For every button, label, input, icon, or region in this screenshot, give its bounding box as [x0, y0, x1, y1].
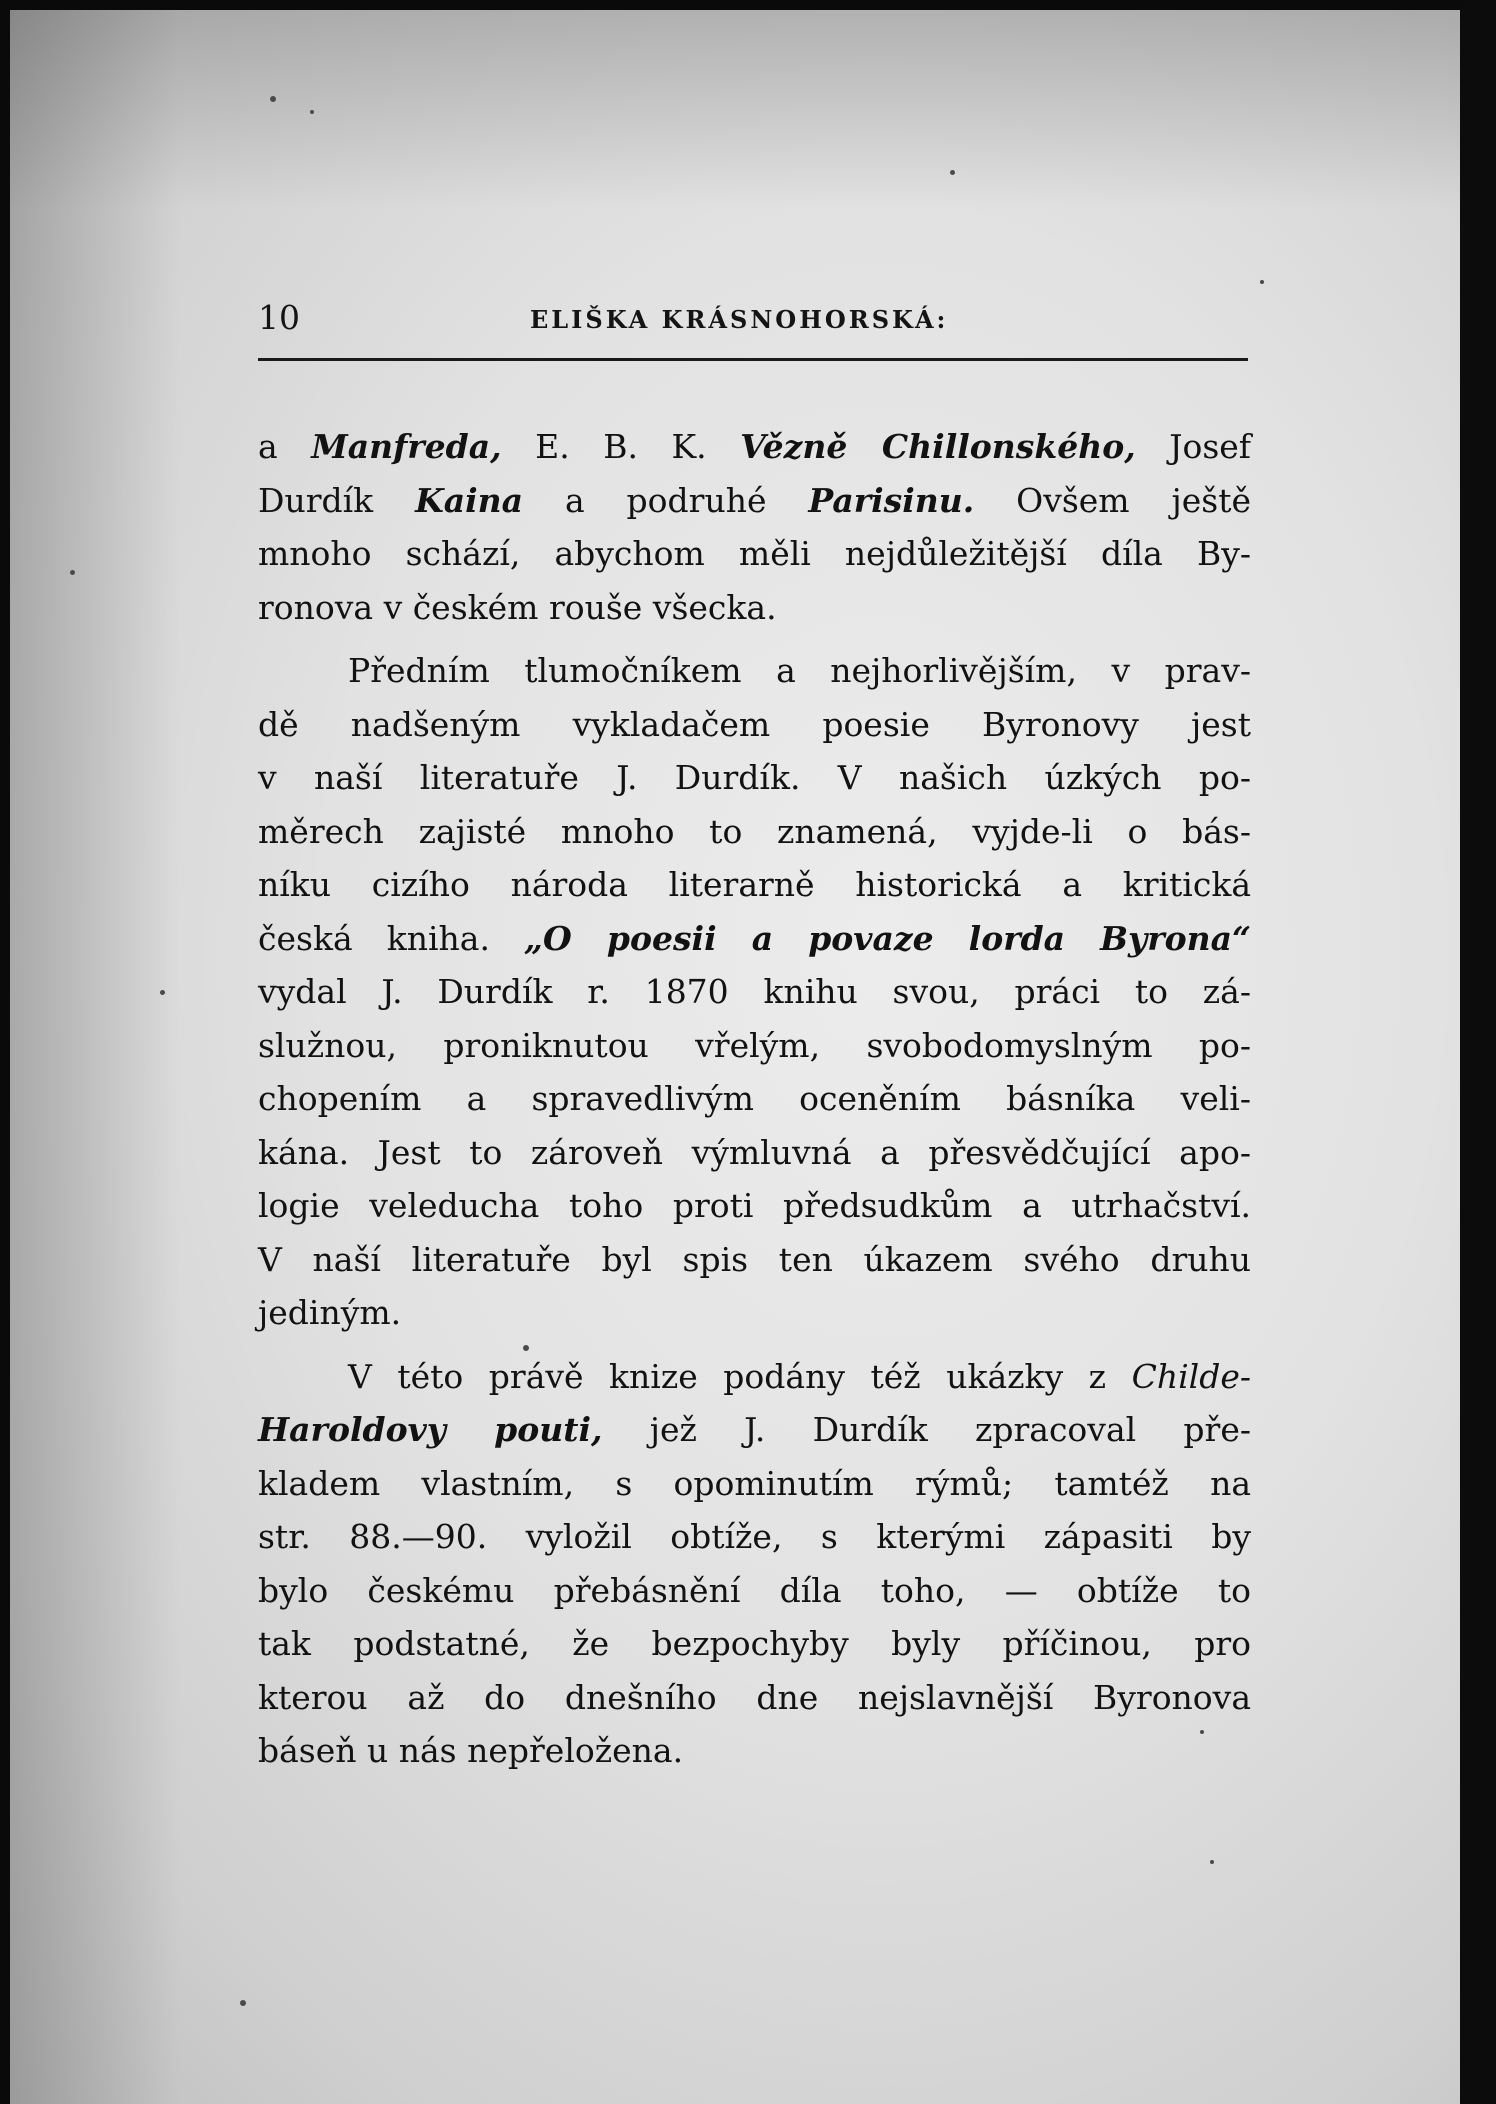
paragraph-gap — [258, 1340, 1251, 1350]
text-line: V této právě knize podány též ukázky z Childe- — [348, 1356, 1251, 1396]
page-shadow-top — [10, 10, 1460, 210]
paragraph — [258, 1350, 1251, 1778]
paper-speck — [240, 2000, 246, 2006]
running-title: ELIŠKA KRÁSNOHORSKÁ: — [530, 305, 949, 334]
text-line: v naší literatuře J. Durdík. V našich úzkých po- — [258, 758, 1251, 797]
page-shadow-left — [10, 10, 180, 2104]
text-line: tak podstatné, že bezpochyby byly příčinou, pro — [258, 1624, 1251, 1663]
text-line: mnoho schází, abychom měli nejdůležitější díla By- — [258, 534, 1251, 573]
text-line: Haroldovy pouti, jež J. Durdík zpracoval pře- — [258, 1410, 1251, 1449]
running-header — [258, 296, 1248, 340]
text-line: vydal J. Durdík r. 1870 knihu svou, práci to zá- — [258, 972, 1251, 1011]
text-line: níku cizího národa literarně historická a kritická — [258, 865, 1251, 904]
text-line: kladem vlastním, s opominutím rýmů; tamtéž na — [258, 1463, 1251, 1503]
page-number: 10 — [258, 298, 300, 337]
text-line: bylo českému přebásnění díla toho, — obtíže to — [258, 1570, 1251, 1610]
text-line: báseň u nás nepřeložena. — [258, 1731, 684, 1770]
text-line: V naší literatuře byl spis ten úkazem svého druhu — [258, 1239, 1251, 1279]
text-line: dě nadšeným vykladačem poesie Byronovy jest — [258, 704, 1251, 744]
paragraph-gap — [258, 634, 1251, 644]
text-line: Durdík Kaina a podruhé Parisinu. Ovšem ještě — [258, 480, 1251, 520]
paper-speck — [310, 110, 314, 114]
paper-speck — [160, 990, 165, 995]
body-text — [258, 420, 1251, 1778]
text-line: kána. Jest to zároveň výmluvná a přesvědčující apo- — [258, 1132, 1251, 1172]
paper-speck — [1260, 280, 1264, 284]
text-line: měrech zajisté mnoho to znamená, vyjde-li o bás- — [258, 811, 1251, 851]
paragraph — [258, 644, 1251, 1340]
text-line: ronova v českém rouše všecka. — [258, 587, 777, 627]
text-line: kterou až do dnešního dne nejslavnější Byronova — [258, 1677, 1251, 1717]
paper-speck — [70, 570, 75, 575]
paper-speck — [1210, 1860, 1214, 1864]
text-line: chopením a spravedlivým oceněním básníka veli- — [258, 1079, 1251, 1118]
text-line: logie veleducha toho proti předsudkům a utrhačství. — [258, 1186, 1251, 1225]
text-line: česká kniha. „O poesii a povaze lorda Byrona“ — [258, 918, 1251, 958]
text-line: jediným. — [258, 1293, 402, 1332]
scan-border-right — [1460, 0, 1496, 2104]
text-line: a Manfreda, E. B. K. Vězně Chillonského, Josef — [258, 427, 1251, 466]
header-rule — [258, 358, 1248, 361]
text-line: Předním tlumočníkem a nejhorlivějším, v prav- — [348, 651, 1251, 690]
paragraph — [258, 420, 1251, 634]
paper-speck — [950, 170, 955, 175]
text-line: služnou, proniknutou vřelým, svobodomyslným po- — [258, 1025, 1251, 1065]
paper-speck — [270, 96, 276, 102]
text-line: str. 88.—90. vyložil obtíže, s kterými zápasiti by — [258, 1517, 1251, 1556]
